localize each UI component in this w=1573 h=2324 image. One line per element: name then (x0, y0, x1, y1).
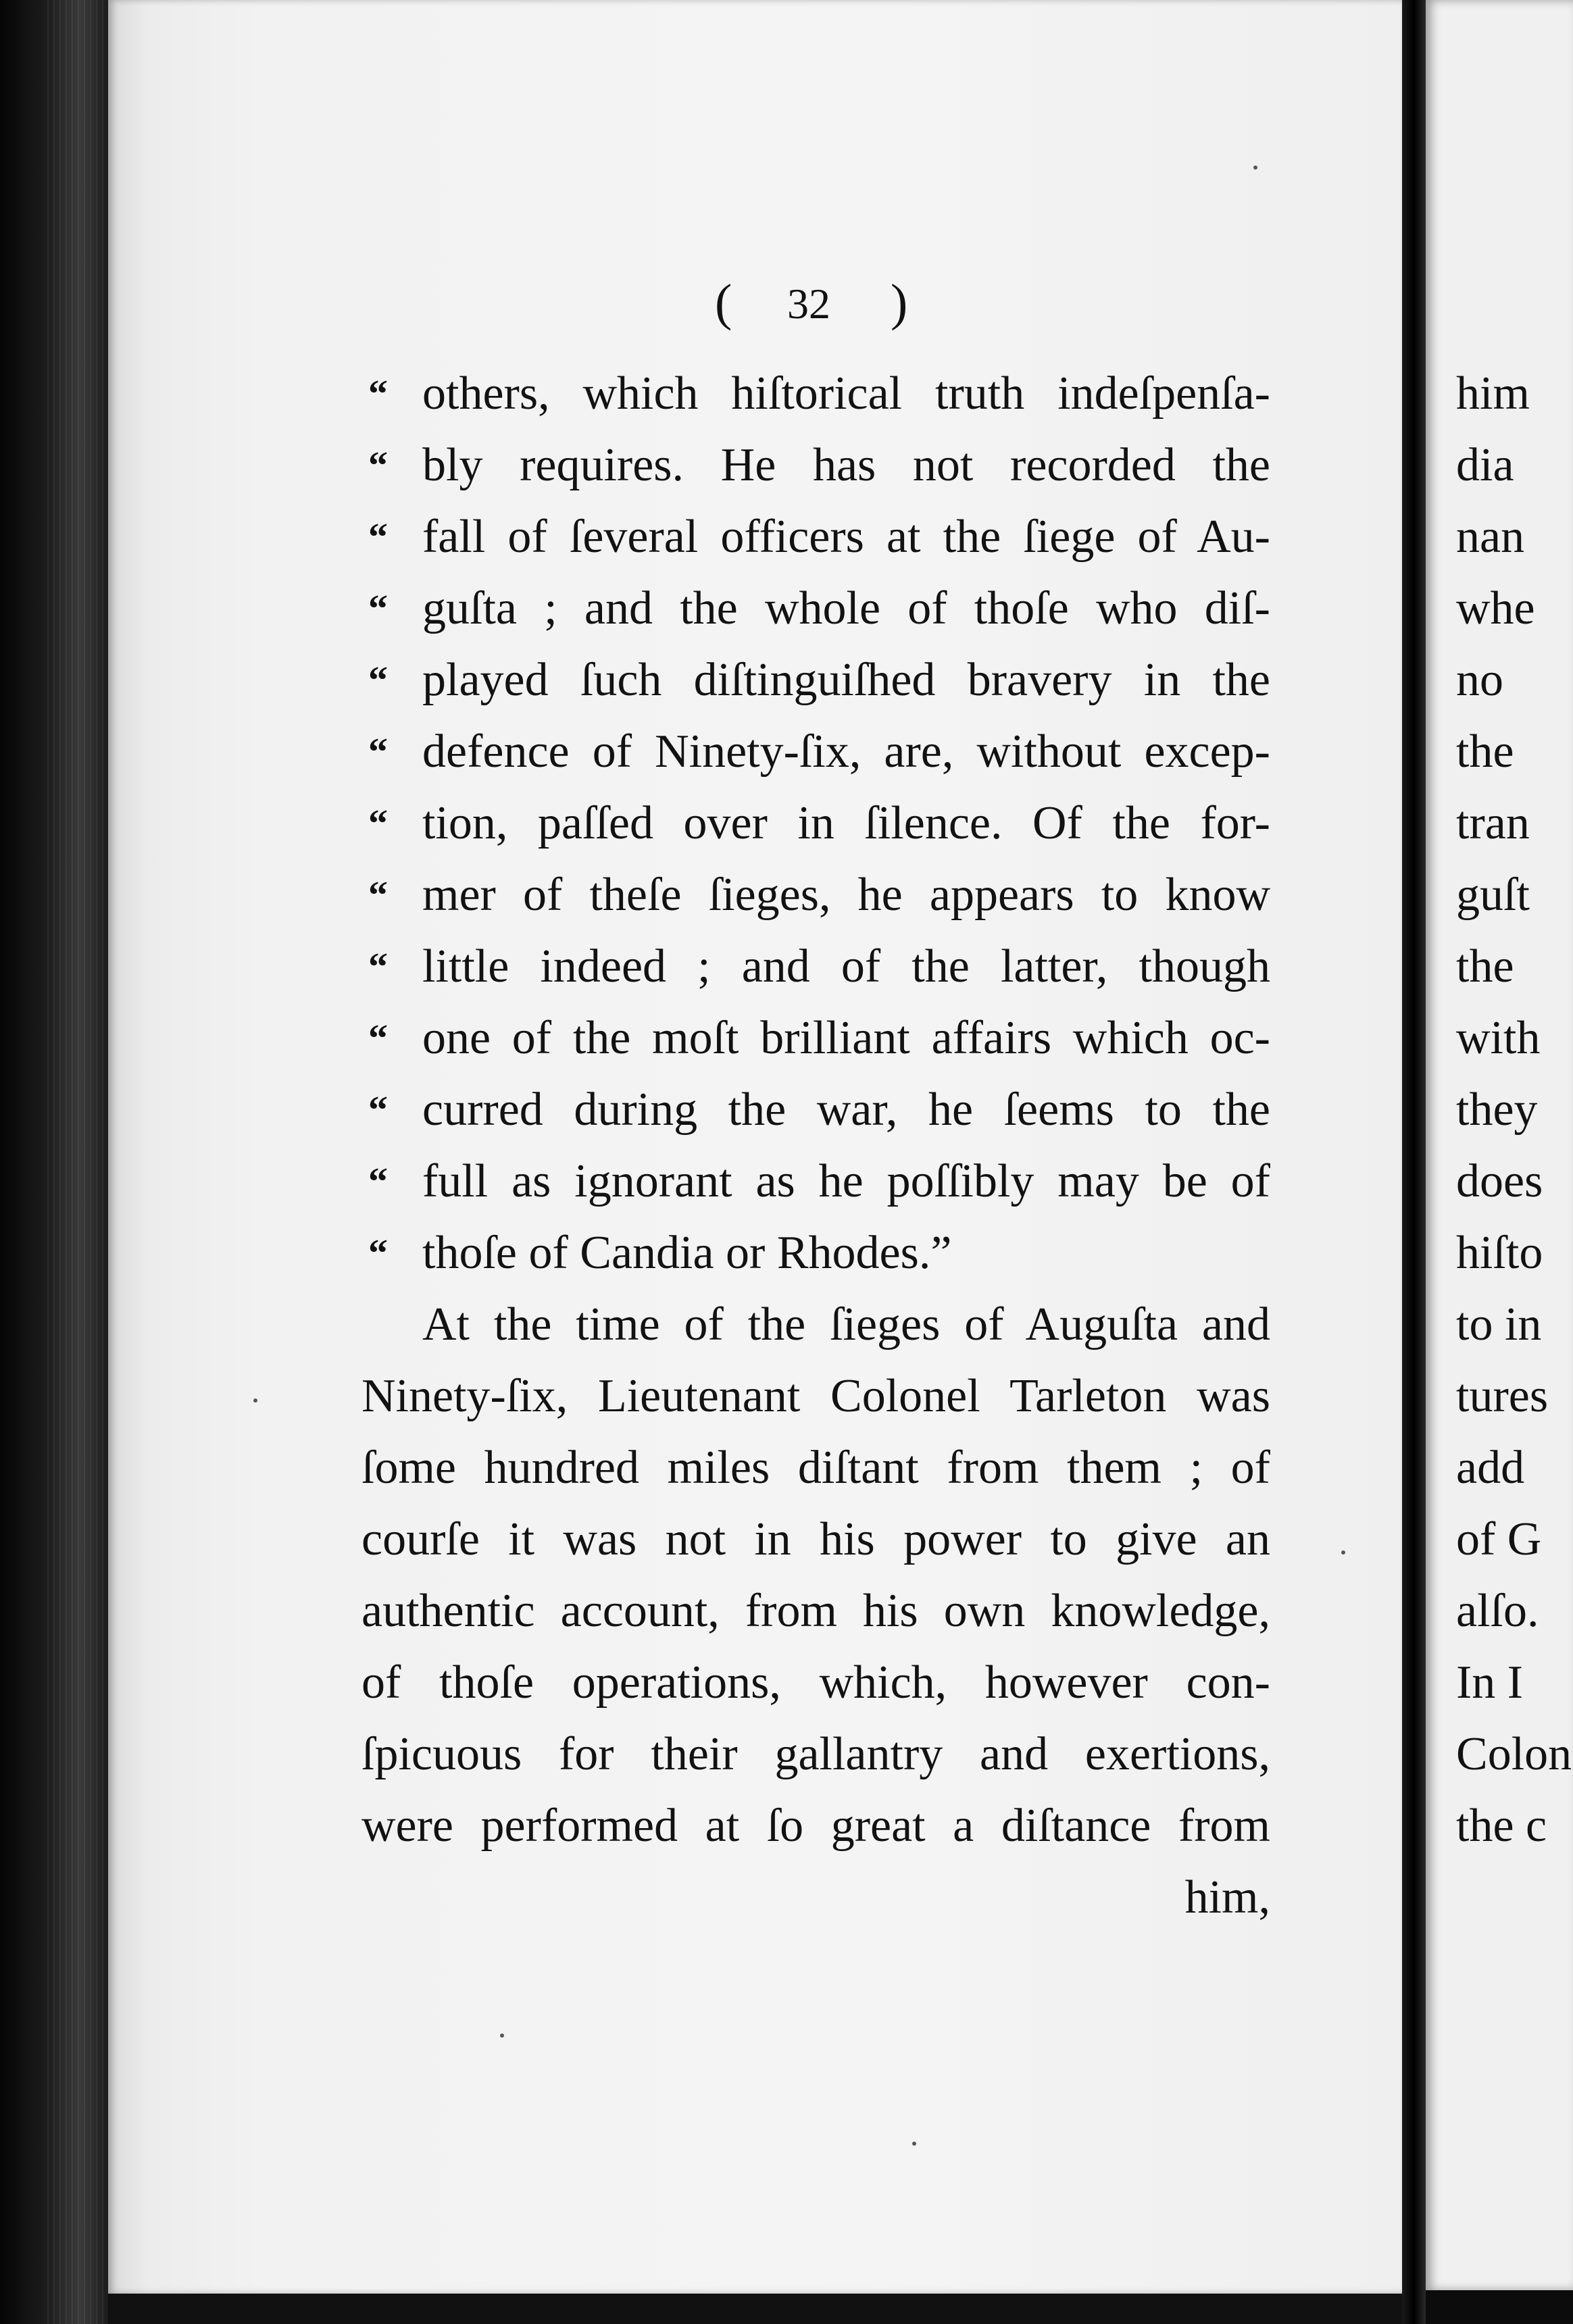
quote-mark: “ (368, 443, 388, 487)
quote-line (361, 501, 1270, 573)
right-page-fragment: the (1456, 726, 1514, 778)
quote-line (361, 859, 1270, 931)
quote-mark: “ (368, 1231, 388, 1275)
catchword: him, (1184, 1871, 1270, 1923)
quote-line-text: tion, paſſed over in ſilence. Of the for- (422, 797, 1270, 849)
quote-line (361, 430, 1270, 501)
right-page-fragment: him (1456, 368, 1530, 420)
quote-line-text: little indeed ; and of the latter, though (422, 940, 1270, 992)
page-header (676, 260, 946, 341)
right-page-fragment: add (1456, 1442, 1525, 1494)
paragraph-line-text: courſe it was not in his power to give an (361, 1513, 1270, 1565)
quote-line-text: fall of ſeveral officers at the ſiege of Au- (422, 511, 1270, 563)
right-page-fragment: In I (1456, 1657, 1524, 1709)
right-page-fragment: tran (1456, 797, 1530, 849)
right-page-fragment: to in (1456, 1298, 1542, 1350)
paragraph-line-text: ſpicuous for their gallantry and exertions, (361, 1728, 1270, 1780)
right-page-fragment: of G (1456, 1513, 1542, 1565)
page-edges-texture (47, 0, 115, 2324)
paragraph-line-text: were performed at ſo great a diſtance from (361, 1800, 1270, 1852)
quote-line (361, 1146, 1270, 1217)
quote-line (361, 358, 1270, 430)
paragraph-line-text: Ninety-ſix, Lieutenant Colonel Tarleton was (361, 1370, 1270, 1422)
right-page-fragment: alſo. (1456, 1585, 1539, 1637)
right-page-fragment: nan (1456, 511, 1525, 563)
quote-line-text: full as ignorant as he poſſibly may be of (422, 1155, 1270, 1207)
page-number: 32 (787, 280, 830, 328)
right-page-fragment: hiſto (1456, 1227, 1543, 1279)
right-page-fragment: the c (1456, 1800, 1547, 1852)
quote-line-text: others, which hiſtorical truth indeſpenſa- (422, 368, 1270, 420)
right-page-fragment: Colon (1456, 1728, 1572, 1780)
quote-line-text: bly requires. He has not recorded the (422, 439, 1270, 491)
quote-line-text: thoſe of Candia or Rhodes.” (422, 1227, 952, 1279)
quote-line-text: guſta ; and the whole of thoſe who diſ- (422, 582, 1270, 634)
quote-line (361, 1217, 1270, 1289)
paper-speck (253, 1398, 257, 1403)
right-page-fragment: does (1456, 1155, 1543, 1207)
quote-line (361, 716, 1270, 788)
quote-line-text: one of the moſt brilliant affairs which oc- (422, 1012, 1270, 1064)
quote-mark: “ (368, 515, 388, 559)
quote-line (361, 788, 1270, 859)
page-bottom-edge (108, 2294, 1402, 2324)
right-page-fragment: they (1456, 1084, 1538, 1136)
quote-mark: “ (368, 1088, 388, 1132)
paper-speck (1253, 166, 1257, 170)
quote-line-text: mer of theſe ſieges, he appears to know (422, 869, 1270, 921)
quote-mark: “ (368, 801, 388, 845)
right-page-text (1456, 358, 1573, 1862)
right-page-fragment: the (1456, 940, 1514, 992)
quote-mark: “ (368, 658, 388, 702)
paragraph-line (361, 1289, 1270, 1361)
right-page-fragment: tures (1456, 1370, 1549, 1422)
quote-mark: “ (368, 873, 388, 917)
catchword-line (361, 1862, 1270, 1934)
paragraph-line-text: At the time of the ſieges of Auguſta and (422, 1298, 1270, 1350)
quote-line-text: played ſuch diſtinguiſhed bravery in the (422, 654, 1270, 706)
page-divider-shadow (1402, 0, 1426, 2324)
right-page-fragment: guſt (1456, 869, 1530, 921)
right-page-fragment: whe (1456, 582, 1535, 634)
quote-line (361, 931, 1270, 1003)
quote-line-text: defence of Ninety-ſix, are, without excep- (422, 726, 1270, 778)
paper-speck (1341, 1550, 1345, 1555)
paragraph-line (361, 1575, 1270, 1647)
right-page-fragment: no (1456, 654, 1503, 706)
quote-mark: “ (368, 586, 388, 630)
paragraph-line (361, 1504, 1270, 1575)
quote-line (361, 573, 1270, 645)
paper-speck (912, 2142, 916, 2146)
paragraph-line (361, 1361, 1270, 1432)
quote-mark: “ (368, 1016, 388, 1060)
quote-line (361, 645, 1270, 716)
paragraph-line (361, 1432, 1270, 1504)
paper-speck (500, 2034, 504, 2038)
right-page-fragment: dia (1456, 439, 1514, 491)
quote-mark: “ (368, 372, 388, 415)
quote-mark: “ (368, 1159, 388, 1203)
paragraph-line (361, 1790, 1270, 1862)
paragraph-line (361, 1719, 1270, 1790)
paragraph-line-text: ſome hundred miles diſtant from them ; of (361, 1442, 1270, 1494)
quote-mark: “ (368, 944, 388, 988)
paragraph-line (361, 1647, 1270, 1719)
paragraph-line-text: authentic account, from his own knowledge, (361, 1585, 1270, 1637)
right-page-fragment: with (1456, 1012, 1541, 1064)
header-paren-left: ( (715, 274, 732, 331)
header-paren-right: ) (891, 274, 908, 331)
quote-mark: “ (368, 730, 388, 774)
body-text (361, 358, 1270, 1934)
quote-line (361, 1074, 1270, 1146)
quote-line-text: curred during the war, he ſeems to the (422, 1084, 1270, 1136)
paragraph-line-text: of thoſe operations, which, however con- (361, 1657, 1270, 1709)
quote-line (361, 1003, 1270, 1074)
